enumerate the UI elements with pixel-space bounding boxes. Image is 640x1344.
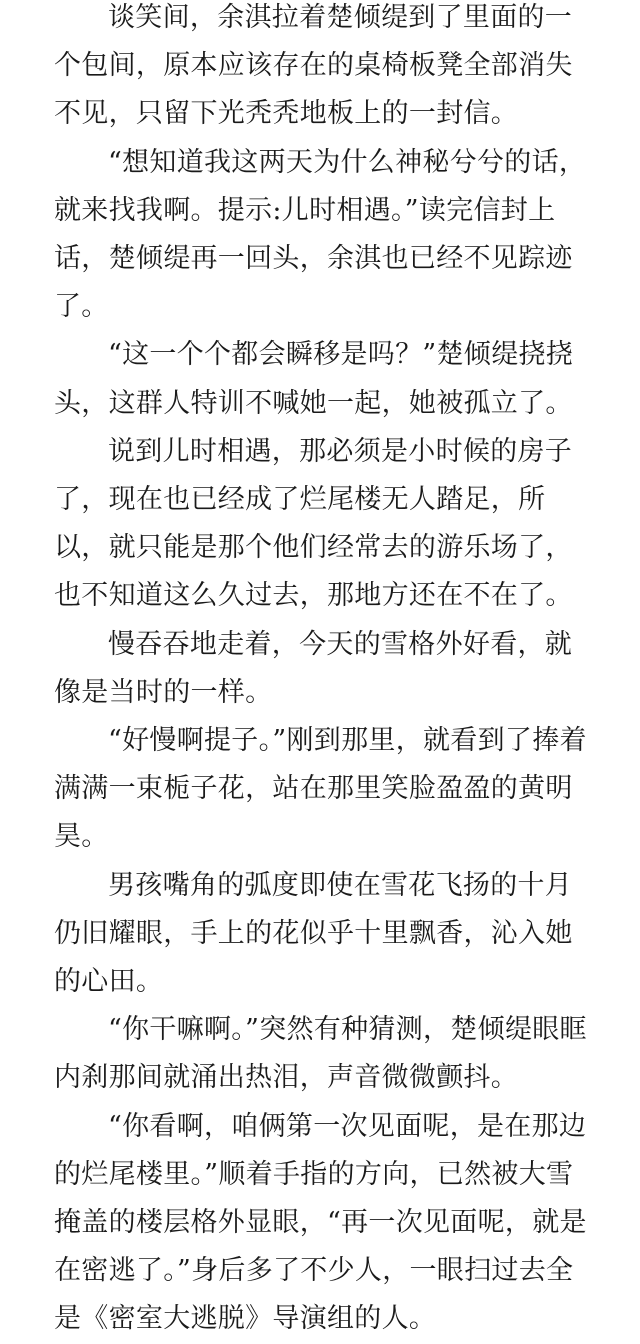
paragraph-6: “好慢啊提子。”刚到那里，就看到了捧着满满一束栀子花，站在那里笑脸盈盈的黄明昊。 [54, 725, 587, 853]
paragraph-3: “这一个个都会瞬移是吗？”楚倾缇挠挠头，这群人特训不喊她一起，她被孤立了。 [54, 339, 574, 419]
paragraph-4: 说到儿时相遇，那必须是小时候的房子了，现在也已经成了烂尾楼无人踏足，所以，就只能是那个他们经常去的游乐场了，也不知道这么久过去，那地方还在不在了。 [54, 435, 573, 612]
paragraph-8: “你干嘛啊。”突然有种猜测，楚倾缇眼眶内刹那间就涌出热泪，声音微微颤抖。 [54, 1014, 587, 1094]
paragraph-7: 男孩嘴角的弧度即使在雪花飞扬的十月仍旧耀眼，手上的花似乎十里飘香，沁入她的心田。 [54, 869, 573, 998]
paragraph-2: “想知道我这两天为什么神秘兮兮的话，就来找我啊。提示:儿时相遇。”读完信封上话，楚倾缇再一回头，余淇也已经不见踪迹了。 [54, 146, 587, 323]
paragraph-5: 慢吞吞地走着，今天的雪格外好看，就像是当时的一样。 [54, 628, 573, 708]
paragraph-1: 谈笑间，余淇拉着楚倾缇到了里面的一个包间，原本应该存在的桌椅板凳全部消失不见，只留下光秃秃地板上的一封信。 [54, 2, 573, 130]
paragraph-9: “你看啊，咱俩第一次见面呢，是在那边的烂尾楼里。”顺着手指的方向，已然被大雪掩盖的楼层格外显眼，“再一次见面呢，就是在密逃了。”身后多了不少人，一眼扫过去全是《密室大逃脱》导演组的人。 [54, 1110, 587, 1335]
